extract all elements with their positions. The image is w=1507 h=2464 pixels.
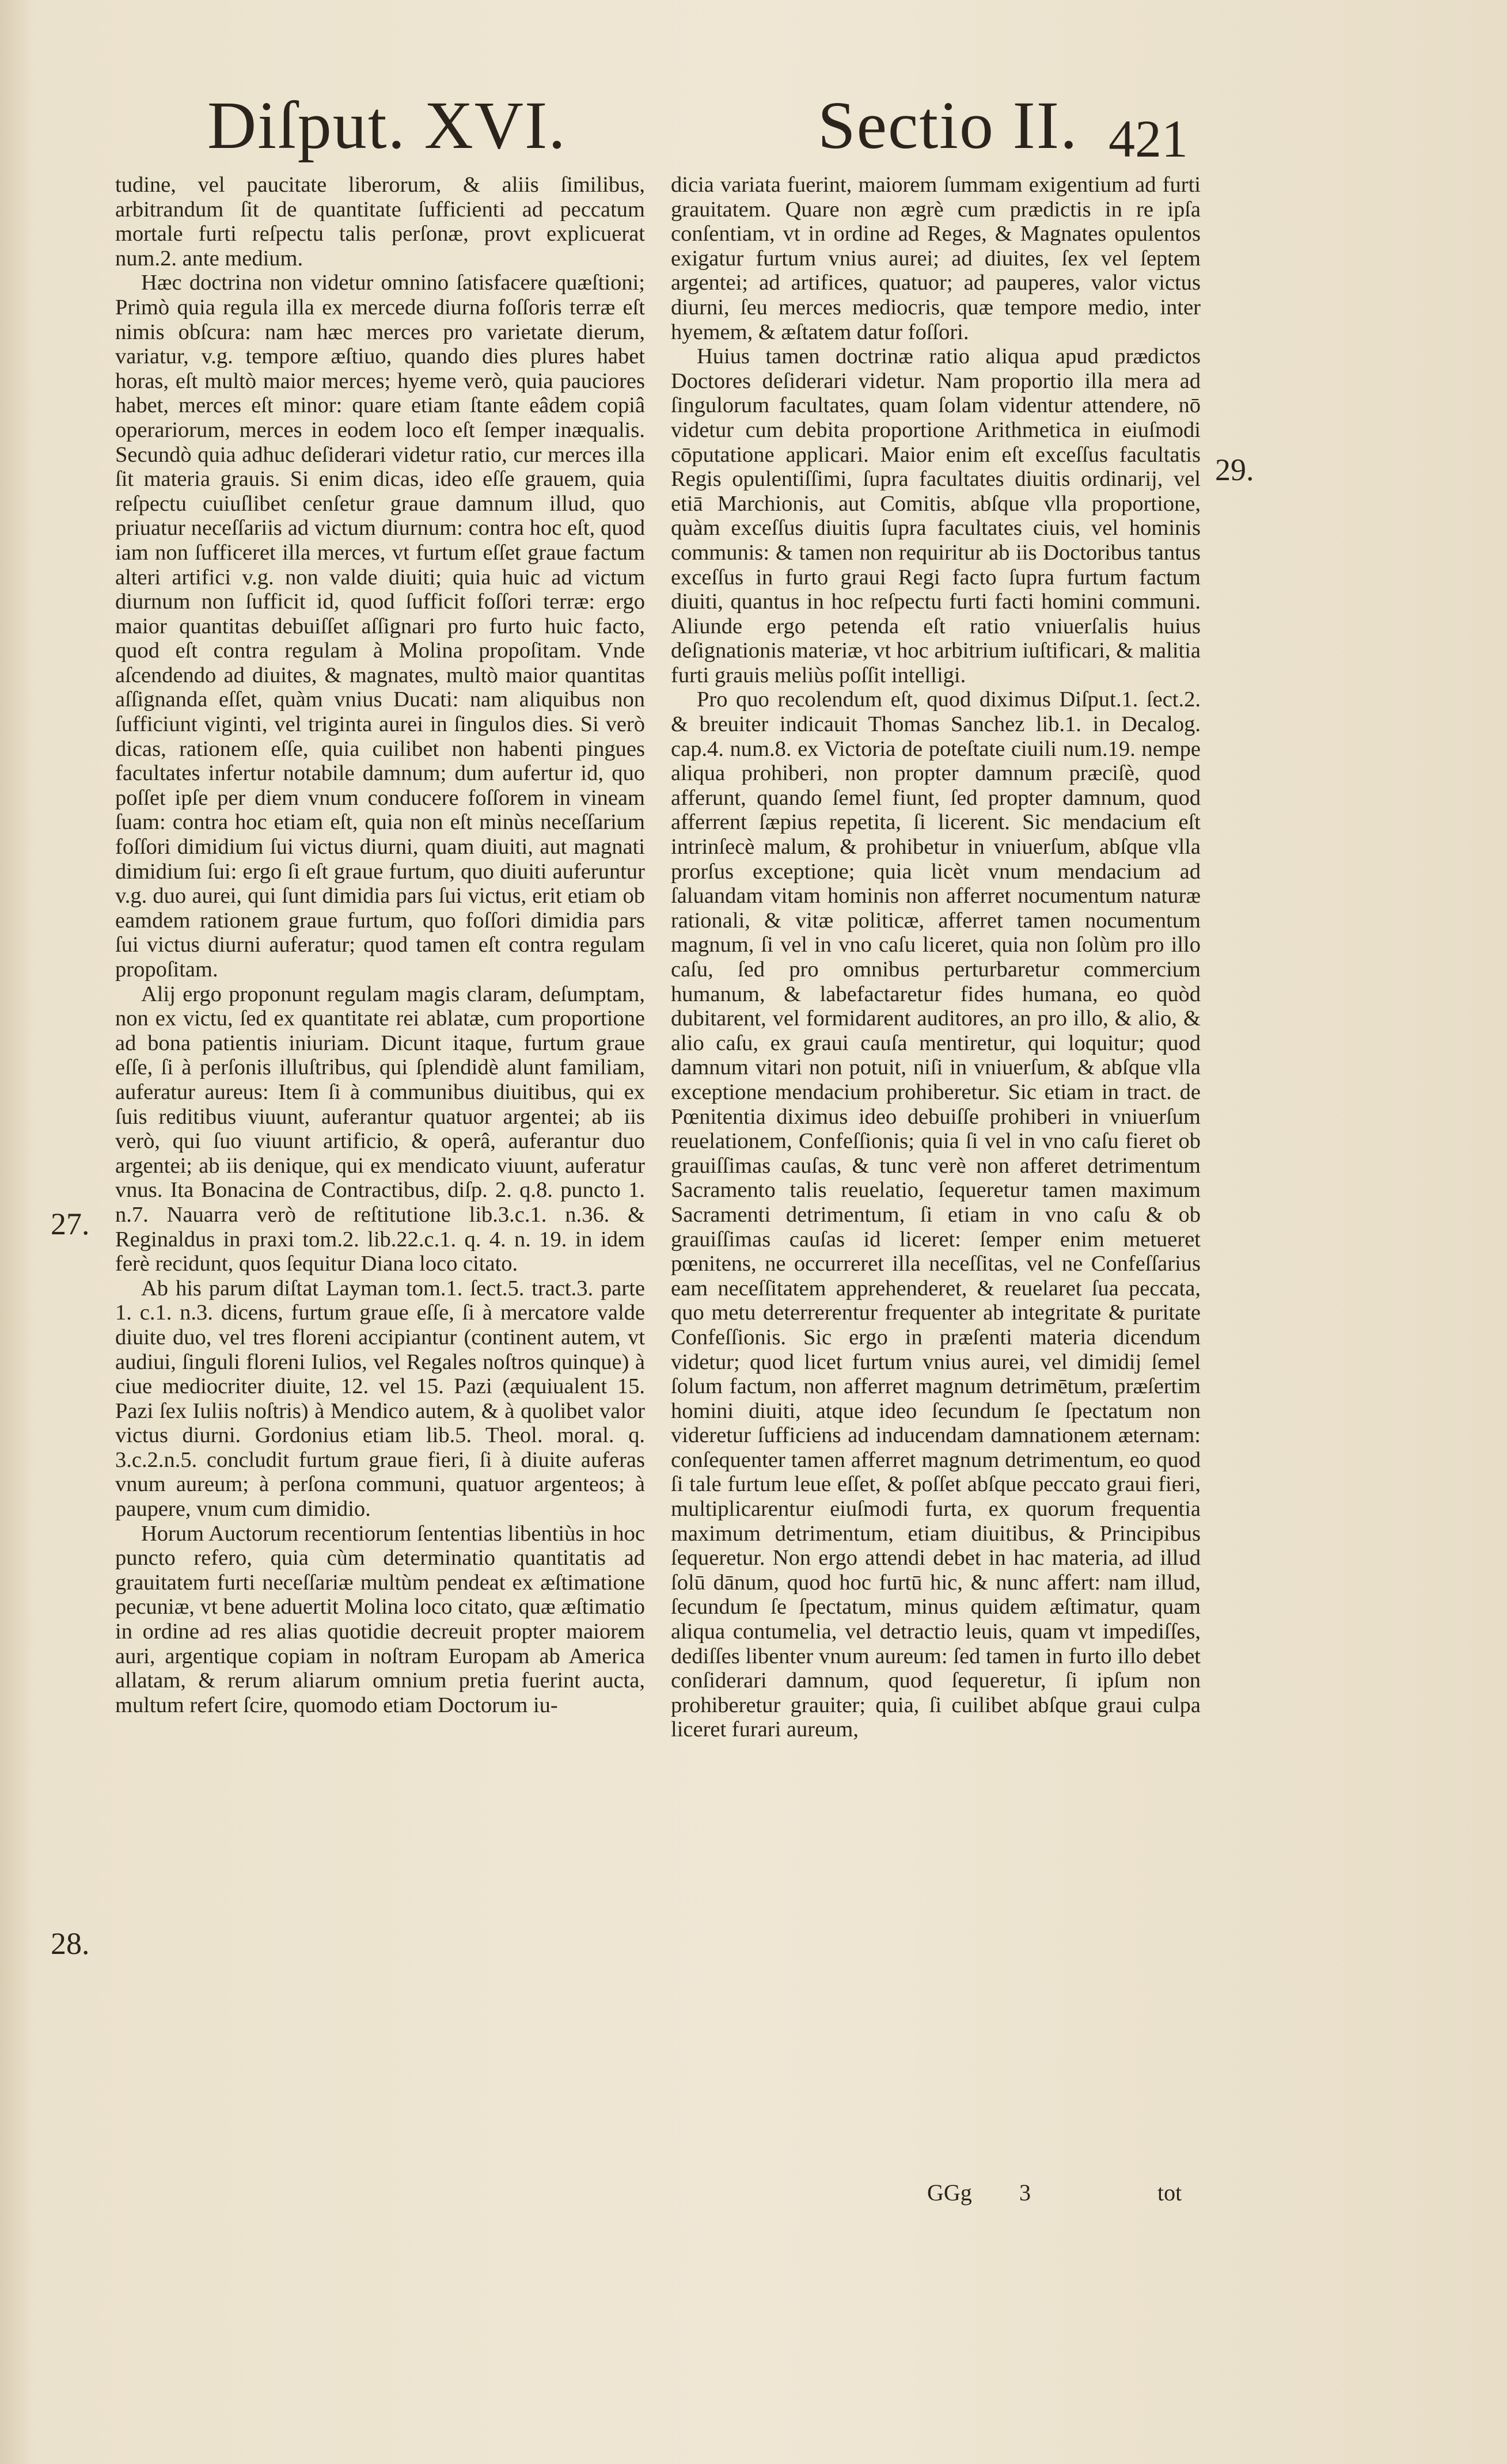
paragraph: Hæc doctrina non videtur omnino ſatisfacere quæſtioni; Primò quia regula illa ex mercede diurna foſſoris terræ eſt nimis obſcura: nam hæc merces pro varietate dierum, variatur, v.g. tempore æſtiuo, quando dies plures habet horas, eſt multò maior merces; hyeme verò, quia pauciores habet, merces eſt minor: quare etiam ſtante eâdem copiâ operariorum, merces in eodem loco eſt ſemper inæqualis. Secundò quia adhuc deſiderari videtur ratio, cur merces illa ſit materia grauis. Si enim dicas, ideo eſſe grauem, quia reſpectu cuiuſlibet cenſetur graue damnum illud, quo priuatur neceſſariis ad victum diurnum: contra hoc eſt, quod iam non ſufficeret illa merces, vt furtum eſſet graue factum alteri artifici v.g. non valde diuiti; quia huic ad victum diurnum non ſufficit id, quod ſufficit foſſori terræ: ergo maior quantitas debuiſſet aſſignari pro furto huic facto, quod eſt contra regulam à Molina propoſitam. Vnde aſcendendo ad diuites, & magnates, multò maior quantitas aſſignanda eſſet, quàm vnius Ducati: nam aliquibus non ſufficiunt viginti, vel triginta aurei in ſingulos dies. Si verò dicas, rationem eſſe, quia cuilibet non habenti pingues facultates infertur notabile damnum; dum aufertur id, quo poſſet ipſe per diem vnum conducere foſſorem in vineam ſuam: contra hoc etiam eſt, quia non eſt minùs neceſſarium foſſori dimidium ſui victus diurni, quam diuiti, aut magnati dimidium ſui: ergo ſi eſt graue furtum, quo diuiti auferuntur v.g. duo aurei, qui ſunt dimidia pars ſui victus, erit etiam ob eamdem rationem graue furtum, quo foſſori dimidia pars ſui victus diurni auferatur; quod tamen eſt contra regulam propoſitam. xyxy=(115,271,645,982)
margin-number-28: 28. xyxy=(51,1926,90,1961)
signature-number: 3 xyxy=(1019,2180,1031,2206)
paragraph: Alij ergo proponunt regulam magis claram, deſumptam, non ex victu, ſed ex quantitate rei ablatæ, cum proportione ad bona patientis iniuriam. Dicunt itaque, furtum graue eſſe, ſi à perſonis illuſtribus, qui ſplendidè alunt familiam, auferatur aureus: Item ſi à communibus diuitibus, qui ex ſuis reditibus viuunt, auferantur quatuor argentei; ab iis verò, qui ſuo viuunt artificio, & operâ, auferantur duo argentei; ab iis denique, qui ex mendicato viuunt, auferatur vnus. Ita Bonacina de Contractibus, diſp. 2. q.8. puncto 1. n.7. Nauarra verò de reſtitutione lib.3.c.1. n.36. & Reginaldus in praxi tom.2. lib.22.c.1. q. 4. n. 19. in idem ferè recidunt, quos ſequitur Diana loco citato. xyxy=(115,982,645,1276)
paragraph: dicia variata fuerint, maiorem ſummam exigentium ad furti grauitatem. Quare non ægrè cum prædictis in re ipſa conſentiam, vt in ordine ad Reges, & Magnates opulentos exigatur furtum vnius aurei; ad diuites, ſex vel ſeptem argentei; ad artifices, quatuor; ad pauperes, valor victus diurni, ſeu merces mediocris, quæ tempore medio, inter hyemem, & æſtatem datur foſſori. xyxy=(671,173,1201,344)
paragraph: Huius tamen doctrinæ ratio aliqua apud prædictos Doctores deſiderari videtur. Nam proportio illa mera ad ſingulorum facultates, quam ſolam videntur attendere, nō videtur cum debita proportione Arithmetica in eiuſmodi cōputatione applicari. Maior enim eſt exceſſus facultatis Regis opulentiſſimi, ſupra facultates diuitis ordinarij, vel etiā Marchionis, aut Comitis, abſque vlla proportione, quàm exceſſus diuitis ſupra facultates ciuis, vel hominis communis: & tamen non requiritur ab iis Doctoribus tantus exceſſus in furto graui Regi facto ſupra furtum factum diuiti, quantus in hoc reſpectu furti facti homini communi. Aliunde ergo petenda eſt ratio vniuerſalis huius deſignationis materiæ, vt hoc arbitrium iuſtificari, & malitia furti grauis meliùs poſſit intelligi. xyxy=(671,344,1201,687)
margin-number-27: 27. xyxy=(51,1207,90,1241)
signature-mark: GGg xyxy=(927,2180,972,2206)
page-number: 421 xyxy=(1109,109,1188,168)
paragraph: Horum Auctorum recentiorum ſententias libentiùs in hoc puncto refero, quia cùm determinatio quantitatis ad grauitatem furti neceſſariæ multùm pendeat ex æſtimatione pecuniæ, vt bene aduertit Molina loco citato, quæ æſtimatio in ordine ad res alias quotidie decreuit propter maiorem auri, argentique copiam in noſtram Europam ab America allatam, & rerum aliarum omnium pretia fuerint aucta, multum refert ſcire, quomodo etiam Doctorum iu- xyxy=(115,1521,645,1717)
paragraph: Pro quo recolendum eſt, quod diximus Diſput.1. ſect.2. & breuiter indicauit Thomas Sanchez lib.1. in Decalog. cap.4. num.8. ex Victoria de poteſtate ciuili num.19. nempe aliqua prohiberi, non propter damnum præciſè, quod afferunt, quando ſemel fiunt, ſed propter damnum, quod afferrent ſæpius repetita, ſi licerent. Sic mendacium eſt intrinſecè malum, & prohibetur in vniuerſum, abſque vlla prorſus exceptione; quia licèt vnum mendacium ad ſaluandam vitam hominis non afferret nocumentum naturæ rationali, & vitæ politicæ, afferret tamen nocumentum magnum, ſi vel in vno caſu liceret, quia non ſolùm pro illo caſu, ſed pro omnibus perturbaretur commercium humanum, & labefactaretur fides humana, eo quòd dubitarent, vel formidarent auditores, an pro illo, & alio, & alio caſu, ex graui cauſa mentiretur, qui loquitur; quod damnum vitari non potuit, niſi in vniuerſum, & abſque vlla exceptione mendacium prohiberetur. Sic etiam in tract. de Pœnitentia diximus ideo debuiſſe prohiberi in vniuerſum reuelationem, Confeſſionis; quia ſi vel in vno caſu fieret ob grauiſſimas cauſas, & tunc verè non afferet detrimentum Sacramento talis reuelatio, ſequeretur tamen maximum Sacramenti detrimentum, ſi etiam in vno caſu & ob grauiſſimas cauſas id liceret: ſemper enim metueret pœnitens, ne occurreret illa neceſſitas, vel ne Confeſſarius eam neceſſitatem apprehenderet, & reuelaret ſua peccata, quo metu deterrerentur frequenter ab integritate & puritate Confeſſionis. Sic ergo in præſenti materia dicendum videtur; quod licet furtum vnius aurei, vel dimidij ſemel ſolum factum, non afferret magnum detrimētum, præſertim homini diuiti, atque ideo ſecundum ſe ſpectatum non videretur ſufficiens ad inducendam damnationem æternam: conſequenter tamen afferret magnum detrimentum, eo quod ſi tale furtum leue eſſet, & poſſet abſque peccato graui fieri, multiplicarentur eiuſmodi furta, ex quorum frequentia maximum detrimentum, etiam diuitibus, & Principibus ſequeretur. Non ergo attendi debet in hac materia, ad illud ſolū dānum, quod hoc furtū hic, & nunc affert: nam illud, ſecundum ſe ſpectatum, minus quidem æſtimatur, quam aliqua contumelia, vel detractio leuis, quam vt impediſſes, dediſſes libenter vnum aureum: ſed tamen in furto illo debet conſiderari damnum, quod ſequeretur, ſi ipſum non prohiberetur grauiter; quia, ſi cuilibet abſque graui culpa liceret furari aureum, xyxy=(671,687,1201,1742)
paragraph: Ab his parum diſtat Layman tom.1. ſect.5. tract.3. parte 1. c.1. n.3. dicens, furtum graue eſſe, ſi à mercatore valde diuite duo, vel tres floreni accipiantur (continent autem, vt audiui, ſinguli floreni Iulios, vel Regales noſtros quinque) à ciue mediocriter diuite, 12. vel 15. Pazi (æquiualent 15. Pazi ſex Iuliis noſtris) à Mendico autem, & à quolibet valor victus diurni. Gordonius etiam lib.5. Theol. moral. q. 3.c.2.n.5. concludit furtum graue fieri, ſi à diuite auferas vnum aureum; à perſona communi, quatuor argenteos; à paupere, vnum cum dimidio. xyxy=(115,1276,645,1522)
left-column xyxy=(115,173,645,1717)
right-column xyxy=(671,173,1201,1742)
header-section: Sectio II. xyxy=(818,88,1079,163)
running-header xyxy=(0,86,1507,173)
paragraph: tudine, vel paucitate liberorum, & aliis ſimilibus, arbitrandum ſit de quantitate ſufficienti ad peccatum mortale furti reſpectu talis perſonæ, provt explicuerat num.2. ante medium. xyxy=(115,173,645,271)
header-disputation: Diſput. XVI. xyxy=(207,88,567,163)
catchword: tot xyxy=(1157,2180,1182,2206)
margin-number-29: 29. xyxy=(1215,453,1254,487)
